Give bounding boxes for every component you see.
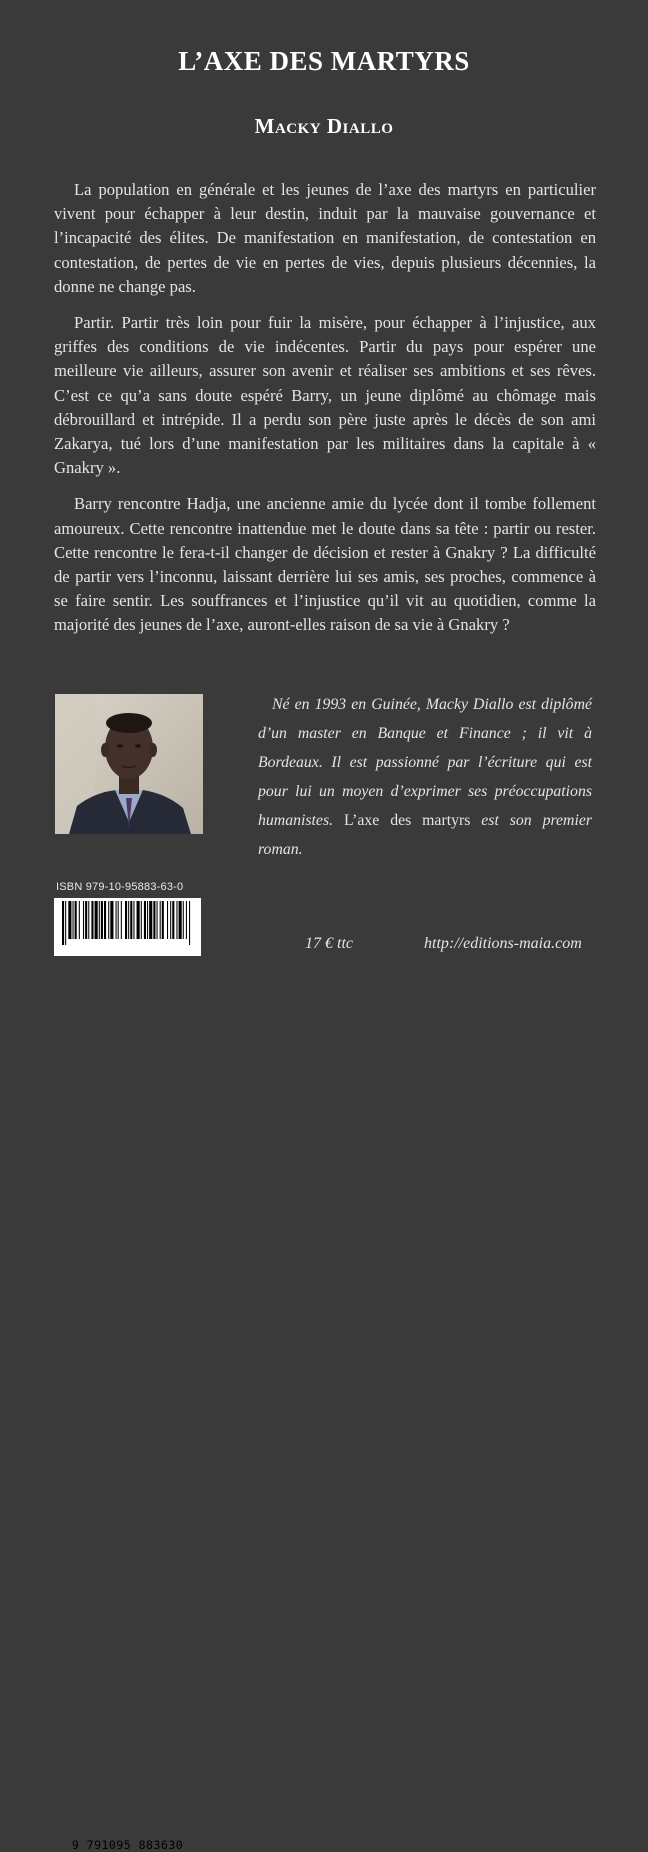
barcode-bar [157,901,158,939]
barcode-bar [137,901,140,939]
barcode-bar [65,901,66,945]
barcode-bar [130,901,132,939]
barcode-bar [99,901,100,939]
barcode-bar [91,901,93,939]
barcode-bar [160,901,161,939]
barcode-bar [118,901,119,939]
barcode-bar [183,901,184,939]
author-photo [55,694,203,834]
price: 17 € ttc [305,935,353,952]
barcode-bar [62,901,64,945]
barcode-bar [83,901,84,939]
barcode-digits: 9 791095 883630 [71,1838,184,1852]
barcode-bar [121,901,122,939]
barcode-bar [79,901,80,939]
barcode-bar [186,901,187,939]
barcode-bar [170,901,171,939]
barcode-bar [104,901,106,939]
barcode-bar [95,901,98,939]
synopsis-paragraph-1: La population en générale et les jeunes de l’axe des martyrs en particulier vivent pour échapper à leur destin, induit par la mauvaise gouvernance et l’incapacité des élites. De manifestation en manifestation, de contestation en contestation, de pertes de vie en pertes de vies, depuis plusieurs décennies, la donne ne change pas. [54,180,596,296]
synopsis [54,178,596,650]
barcode-bar [144,901,146,939]
barcode-bar [68,901,71,939]
barcode-bar [110,901,113,939]
barcode-bar [162,901,164,939]
barcode-bar [167,901,168,939]
barcode-bar [116,901,117,939]
barcode-bar [189,901,190,945]
barcode-bar [176,901,177,939]
barcode [54,898,201,1852]
barcode-bar [133,901,134,939]
barcode-bar [153,901,155,939]
barcode-bar [108,901,109,939]
bio-outro: est son premier roman. [258,812,592,858]
synopsis-paragraph-2: Partir. Partir très loin pour fuir la misère, pour échapper à l’injustice, aux griffes des conditions de vie indécentes. Partir du pays pour espérer une meilleure vie ailleurs, assurer son avenir et réaliser ses ambitions et ses rêves. C’est ce qu’a sans doute espéré Barry, un jeune diplômé au chômage mais débrouillard et intrépide. Il a perdu son père juste après le décès de son ami Zakarya, tué lors d’une manifestation par les militaires dans la capitale à « Gnakry ». [54,313,596,478]
barcode-bar [75,901,77,939]
isbn-label: ISBN 979-10-95883-63-0 [56,881,184,893]
barcode-bar [88,901,89,939]
barcode-bar [141,901,142,939]
barcode-bar [85,901,87,939]
publisher-website[interactable]: http://editions-maia.com [424,935,582,952]
barcode-bar [149,901,152,939]
bio-book-title: L’axe des martyrs [343,812,471,829]
barcode-bar [73,901,74,939]
synopsis-paragraph-3: Barry rencontre Hadja, une ancienne amie du lycée dont il tombe follement amoureux. Cette rencontre inattendue met le doute dans sa tête : partir ou rester. Cette rencontre le fera-t-il changer de décision et rester à Gnakry ? La difficulté de partir vers l’inconnu, laissant derrière lui ses amis, ses proches, commence à se faire sentir. Les souffrances et l’injustice qu’il vit au quotidien, comme la majorité des jeunes de l’axe, auront-elles raison de sa vie à Gnakry ? [54,494,596,635]
bio-intro: Né en 1993 en Guinée, Macky Diallo est diplômé d’un master en Banque et Finance ; il vit à Bordeaux. Il est passionné par l’écriture qui est pour lui un moyen d’exprimer ses préoccupations humanistes. [258,696,592,829]
barcode-bar [128,901,129,939]
barcode-bar [125,901,127,939]
barcode-bar [179,901,182,939]
barcode-bar [147,901,148,939]
barcode-bar [172,901,174,939]
book-title: L’AXE DES MARTYRS [178,46,470,76]
author-bio [258,690,592,864]
barcode-bar [101,901,103,939]
author-name: Macky Diallo [254,114,394,138]
